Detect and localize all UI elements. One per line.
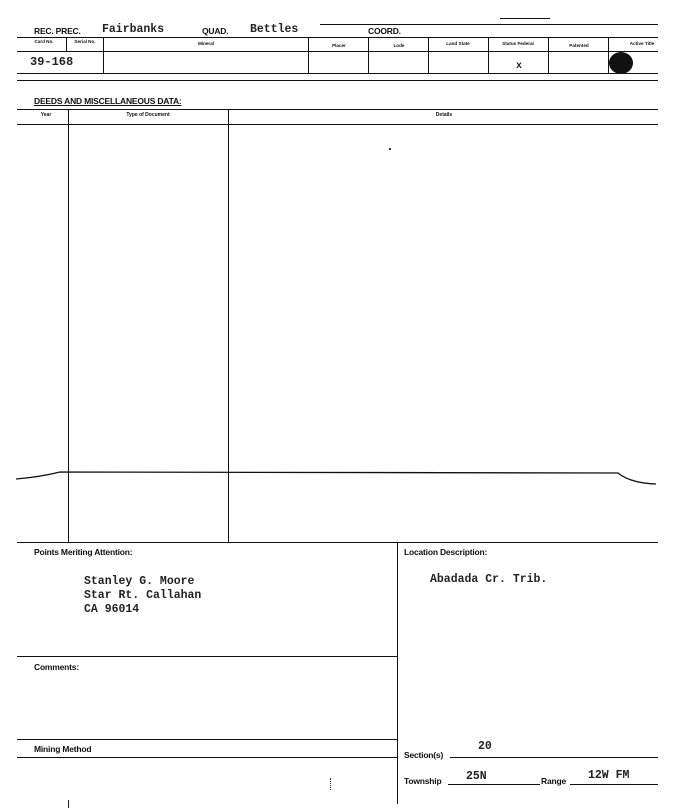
lode-header: Lode [393, 43, 405, 48]
patented-header: Patented [569, 43, 589, 48]
stray-mark [68, 800, 69, 808]
active-title-header: Active Title [629, 41, 655, 46]
deeds-heading: DEEDS AND MISCELLANEOUS DATA: [34, 96, 182, 106]
township-label: Township [404, 776, 442, 786]
section-value: 20 [478, 740, 492, 753]
lower-section-top [17, 542, 658, 543]
lower-center-divider [397, 542, 398, 804]
section-label: Section(s) [404, 750, 444, 760]
comments-label: Comments: [34, 662, 79, 672]
card-no-value: 39-168 [30, 55, 74, 69]
points-label: Points Meriting Attention: [34, 547, 133, 557]
deeds-col-details: Details [435, 112, 453, 118]
header-table-mid [17, 51, 658, 52]
fold-line [0, 465, 678, 495]
rec-prec-label: REC. PREC. [34, 26, 81, 36]
coord-label: COORD. [368, 26, 401, 36]
mineral-header: Mineral [197, 41, 215, 46]
deeds-table-top [17, 109, 658, 110]
placer-header: Placer [332, 43, 346, 48]
serial-no-header: Serial No. [74, 39, 96, 44]
header-table-top [17, 37, 658, 38]
deeds-table-header-bottom [17, 124, 658, 125]
location-label: Location Description: [404, 547, 488, 557]
range-line [570, 784, 658, 785]
top-stub-line [500, 18, 550, 19]
speck [389, 148, 391, 150]
comments-divider [17, 656, 397, 657]
status-federal-mark: x [516, 61, 523, 72]
range-label: Range [541, 776, 566, 786]
punch-hole-icon [609, 52, 633, 74]
land-state-header: Land State [446, 41, 470, 46]
mining-divider [17, 739, 397, 740]
points-line: CA 96014 [84, 603, 140, 616]
header-table-bottom2 [17, 80, 658, 81]
col-divider [428, 37, 429, 73]
mining-underline [17, 757, 397, 758]
location-value: Abadada Cr. Trib. [430, 573, 548, 586]
header-table-bottom [17, 73, 658, 74]
section-line [450, 757, 658, 758]
points-line: Stanley G. Moore [84, 575, 195, 588]
quad-label: QUAD. [202, 26, 229, 36]
deeds-col-type: Type of Document [126, 112, 170, 118]
card-no-header: Card No. [34, 39, 54, 44]
status-federal-header: Status Federal [502, 41, 534, 46]
col-divider [308, 37, 309, 73]
range-value: 12W FM [588, 769, 630, 782]
top-border-line [320, 24, 658, 25]
col-divider [488, 37, 489, 73]
rec-prec-value: Fairbanks [102, 23, 165, 36]
col-divider [608, 37, 609, 73]
points-block [84, 575, 201, 617]
col-divider [368, 37, 369, 73]
stray-mark [330, 778, 332, 790]
township-value: 25N [466, 770, 487, 783]
col-divider [66, 37, 67, 51]
township-line [448, 784, 540, 785]
points-line: Star Rt. Callahan [84, 589, 202, 602]
col-divider [548, 37, 549, 73]
deeds-col-year: Year [40, 112, 52, 118]
mining-method-label: Mining Method [34, 744, 92, 754]
quad-value: Bettles [250, 23, 299, 36]
